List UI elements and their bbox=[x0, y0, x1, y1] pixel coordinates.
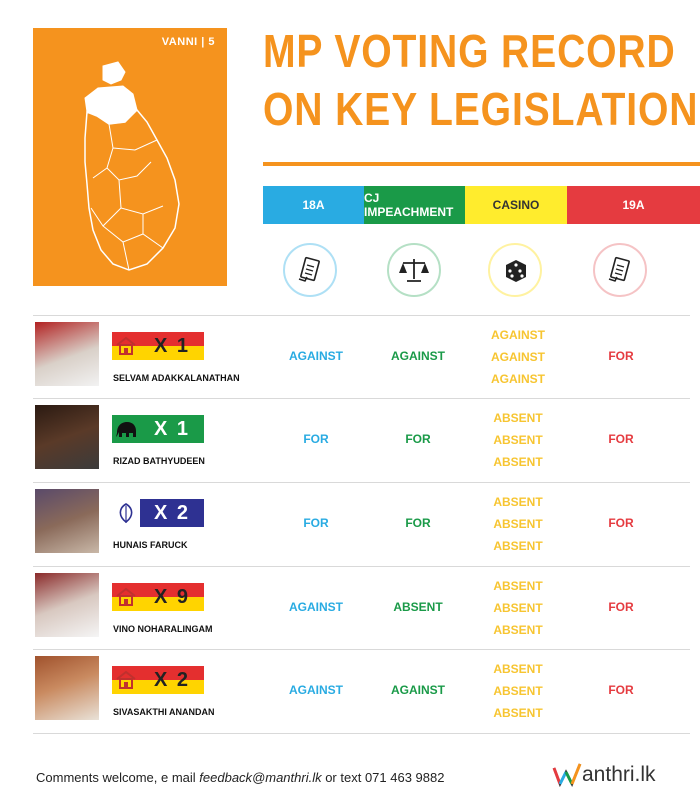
elephant-icon bbox=[112, 415, 140, 443]
column-header-18a: 18A bbox=[263, 186, 364, 224]
vote-19a: FOR bbox=[608, 349, 634, 363]
mp-row bbox=[33, 315, 690, 399]
table-bottom-divider bbox=[33, 733, 690, 734]
leaf-icon bbox=[112, 499, 140, 527]
house-icon bbox=[112, 666, 140, 694]
party-badge bbox=[112, 332, 204, 360]
house-icon bbox=[112, 332, 140, 360]
mp-row bbox=[33, 398, 690, 482]
vote-casino bbox=[463, 575, 573, 641]
vote-casino-2: ABSENT bbox=[493, 517, 543, 531]
vote-19a: FOR bbox=[608, 516, 634, 530]
mp-name: SELVAM ADAKKALANATHAN bbox=[113, 373, 240, 383]
vote-19a: FOR bbox=[608, 432, 634, 446]
title-line-1: MP VOTING RECORD bbox=[263, 25, 676, 77]
party-badge bbox=[112, 666, 204, 694]
document-icon bbox=[593, 243, 647, 297]
vote-casino-2: ABSENT bbox=[493, 684, 543, 698]
mp-name: SIVASAKTHI ANANDAN bbox=[113, 707, 215, 717]
seat-count: X 1 bbox=[153, 334, 191, 357]
vote-casino bbox=[463, 658, 573, 724]
vote-casino bbox=[463, 324, 573, 390]
vote-casino-2: AGAINST bbox=[491, 350, 545, 364]
vote-casino-1: ABSENT bbox=[493, 662, 543, 676]
mp-name: VINO NOHARALINGAM bbox=[113, 624, 213, 634]
seat-count: X 2 bbox=[153, 668, 191, 691]
vote-cj-impeachment: AGAINST bbox=[391, 683, 445, 697]
vote-cj-impeachment: AGAINST bbox=[391, 349, 445, 363]
manthri-logo bbox=[552, 762, 656, 788]
vote-casino-3: ABSENT bbox=[493, 706, 543, 720]
column-header-casino: CASINO bbox=[465, 186, 567, 224]
vote-casino-3: ABSENT bbox=[493, 455, 543, 469]
vote-casino bbox=[463, 491, 573, 557]
party-badge bbox=[112, 499, 204, 527]
region-label: VANNI | 5 bbox=[161, 36, 215, 48]
scales-icon bbox=[387, 243, 441, 297]
vote-casino-3: AGAINST bbox=[491, 372, 545, 386]
mp-row bbox=[33, 566, 690, 650]
district-map-panel bbox=[33, 28, 227, 286]
document-icon bbox=[283, 243, 337, 297]
logo-text: anthri.lk bbox=[582, 763, 656, 786]
vote-18a: AGAINST bbox=[289, 349, 343, 363]
column-header-19a: 19A bbox=[567, 186, 700, 224]
dice-icon bbox=[488, 243, 542, 297]
vote-18a: AGAINST bbox=[289, 600, 343, 614]
mp-photo bbox=[35, 489, 99, 553]
vote-19a: FOR bbox=[608, 600, 634, 614]
mp-photo bbox=[35, 656, 99, 720]
vote-casino-1: ABSENT bbox=[493, 495, 543, 509]
party-badge bbox=[112, 583, 204, 611]
column-header-cj-impeachment: CJ IMPEACHMENT bbox=[364, 186, 465, 224]
seat-count: X 1 bbox=[153, 417, 191, 440]
mp-name: HUNAIS FARUCK bbox=[113, 540, 188, 550]
vote-casino-2: ABSENT bbox=[493, 433, 543, 447]
vote-18a: AGAINST bbox=[289, 683, 343, 697]
vote-cj-impeachment: ABSENT bbox=[393, 600, 443, 614]
seat-count: X 9 bbox=[153, 585, 191, 608]
checkmark-m-icon bbox=[552, 762, 582, 788]
vote-casino-2: ABSENT bbox=[493, 601, 543, 615]
mp-name: RIZAD BATHYUDEEN bbox=[113, 456, 205, 466]
vote-casino-3: ABSENT bbox=[493, 623, 543, 637]
feedback-email-link[interactable]: feedback@manthri.lk bbox=[199, 770, 322, 785]
footer-suffix: or text 071 463 9882 bbox=[321, 770, 445, 785]
party-badge bbox=[112, 415, 204, 443]
sri-lanka-map-icon bbox=[63, 58, 203, 288]
vote-cj-impeachment: FOR bbox=[405, 432, 431, 446]
page-title bbox=[263, 22, 699, 138]
footer-prefix: Comments welcome, e mail bbox=[36, 770, 200, 785]
mp-photo bbox=[35, 322, 99, 386]
house-icon bbox=[112, 583, 140, 611]
vote-casino-1: ABSENT bbox=[493, 411, 543, 425]
mp-row bbox=[33, 482, 690, 566]
title-divider bbox=[263, 162, 700, 166]
seat-count: X 2 bbox=[153, 501, 191, 524]
vote-18a: FOR bbox=[303, 432, 329, 446]
vote-casino-1: ABSENT bbox=[493, 579, 543, 593]
vote-casino-3: ABSENT bbox=[493, 539, 543, 553]
vote-casino-1: AGAINST bbox=[491, 328, 545, 342]
title-line-2: ON KEY LEGISLATION bbox=[263, 83, 699, 135]
vote-casino bbox=[463, 407, 573, 473]
mp-photo bbox=[35, 405, 99, 469]
footer-note bbox=[36, 770, 444, 785]
mp-row bbox=[33, 649, 690, 733]
vote-18a: FOR bbox=[303, 516, 329, 530]
vote-cj-impeachment: FOR bbox=[405, 516, 431, 530]
vote-19a: FOR bbox=[608, 683, 634, 697]
mp-photo bbox=[35, 573, 99, 637]
